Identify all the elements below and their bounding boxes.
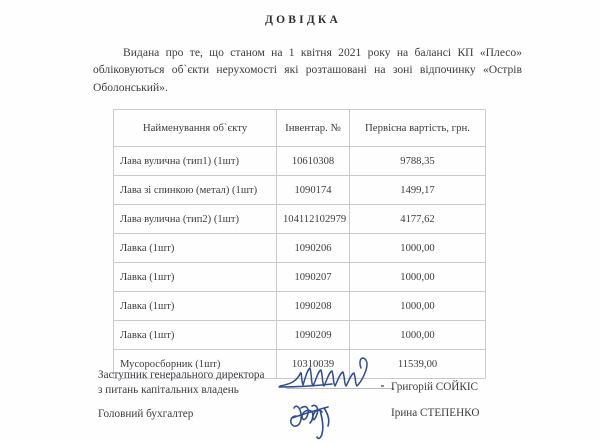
cell-name: Лавка (1шт): [114, 263, 277, 292]
table-row: [114, 176, 486, 205]
signature-separator-dot: [381, 385, 384, 387]
table-row: [114, 263, 486, 292]
table-row: [114, 205, 486, 234]
column-header-cost: Первісна вартість, грн.: [350, 110, 486, 147]
signatory-title-line1: Заступник генерального директора: [98, 369, 265, 381]
signatory-title: [98, 402, 298, 422]
table-row: [114, 321, 486, 350]
signatory-title: [98, 368, 298, 397]
assets-table-wrapper: [0, 109, 600, 379]
cell-inventory: 1090174: [277, 176, 350, 205]
table-row: [114, 147, 486, 176]
signatory-name: Григорій СОЙКІС: [391, 381, 479, 393]
column-header-name: Найменування об`єкту: [114, 110, 277, 147]
signatory-title-line2: з питань капітальних владень: [98, 383, 239, 396]
table-header-row: [114, 110, 486, 147]
signature-line: [286, 388, 394, 389]
cell-cost: 1000,00: [350, 234, 486, 263]
column-header-inventory: Інвентар. №: [277, 110, 350, 147]
assets-table: [113, 109, 486, 379]
cell-name: Лавка (1шт): [114, 321, 277, 350]
table-row: [114, 292, 486, 321]
cell-inventory: 1090209: [277, 321, 350, 350]
cell-inventory: 10310039: [277, 350, 350, 379]
page-title: ДОВІДКА: [265, 14, 341, 26]
cell-cost: 9788,35: [350, 147, 486, 176]
body-paragraph: Видана про те, що станом на 1 квітня 2021 року на балансі КП «Плесо» обліковуються об`єкти нерухомості які розташовані на зоні відпочинку «Острів Оболонський».: [93, 46, 522, 94]
signature-row-chief-accountant: [98, 402, 600, 436]
cell-name: Лава вулична (тип2) (1шт): [114, 205, 277, 234]
table-header: [114, 110, 486, 147]
cell-name: Лавка (1шт): [114, 292, 277, 321]
cell-cost: 1000,00: [350, 292, 486, 321]
cell-name: Мусоросборник (1шт): [114, 350, 277, 379]
cell-name: Лава зі спинкою (метал) (1шт): [114, 176, 277, 205]
cell-cost: 4177,62: [350, 205, 486, 234]
cell-inventory: 104112102979: [277, 205, 350, 234]
cell-inventory: 1090208: [277, 292, 350, 321]
cell-cost: 1499,17: [350, 176, 486, 205]
signatory-title-line1: Головний бухгалтер: [98, 408, 194, 420]
cell-name: Лава вулична (тип1) (1шт): [114, 147, 277, 176]
cell-name: Лавка (1шт): [114, 234, 277, 263]
signature-block: [0, 368, 600, 436]
table-body: [114, 147, 486, 379]
signatory-name: Ірина СТЕПЕНКО: [391, 407, 480, 419]
cell-cost: 11539,00: [350, 350, 486, 379]
signature-row-deputy-director: [98, 368, 600, 402]
cell-cost: 1000,00: [350, 321, 486, 350]
cell-inventory: 10610308: [277, 147, 350, 176]
cell-inventory: 1090207: [277, 263, 350, 292]
cell-cost: 1000,00: [350, 263, 486, 292]
table-row: [114, 234, 486, 263]
cell-inventory: 1090206: [277, 234, 350, 263]
